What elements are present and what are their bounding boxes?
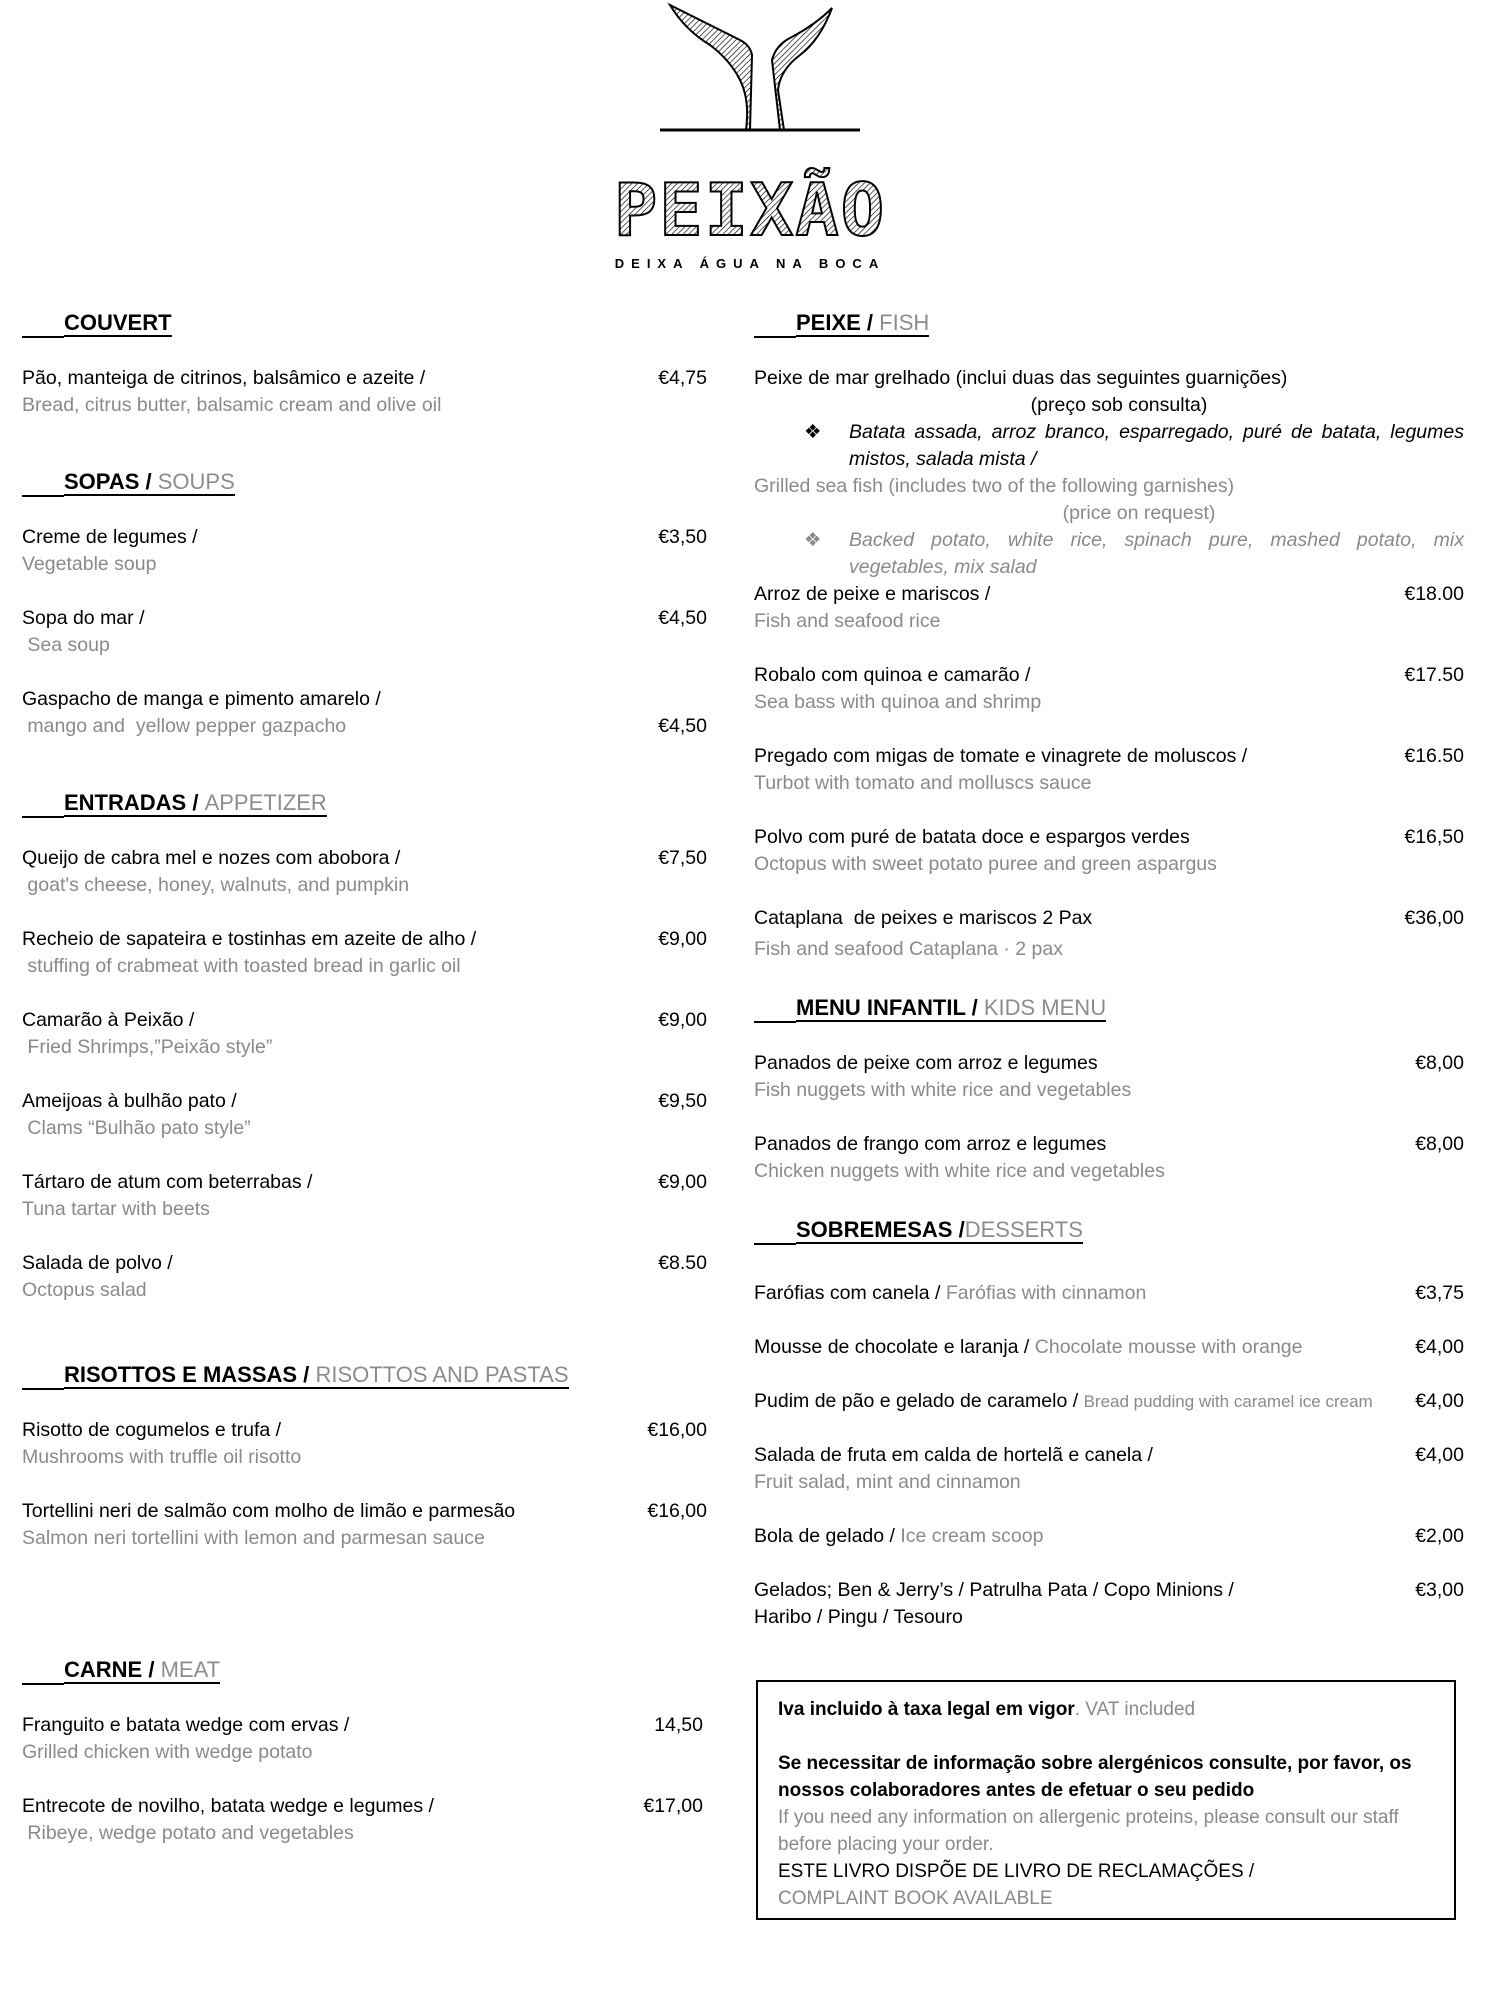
menu-item: Risotto de cogumelos e trufa / Mushrooms with truffle oil risotto €16,00 (22, 1419, 707, 1468)
menu-item: Bola de gelado / Ice cream scoop €2,00 (754, 1525, 1464, 1547)
section-title-peixe: PEIXE / FISH (754, 310, 1464, 340)
menu-item: Gaspacho de manga e pimento amarelo / mango and yellow pepper gazpacho €4,50 (22, 688, 707, 737)
menu-item: Creme de legumes / Vegetable soup €3,50 (22, 526, 707, 575)
menu-item: Camarão à Peixão / Fried Shrimps,”Peixão style” €9,00 (22, 1009, 707, 1058)
menu-item: Cataplana de peixes e mariscos 2 Pax Fish and seafood Cataplana · 2 pax €36,00 (754, 907, 1464, 960)
section-title-sopas: SOPAS / SOUPS (22, 469, 707, 499)
menu-item: Pregado com migas de tomate e vinagrete de moluscos / Turbot with tomato and molluscs sauce €16.50 (754, 745, 1464, 794)
menu-item: Arroz de peixe e mariscos / Fish and seafood rice €18.00 (754, 583, 1464, 632)
price: €4,75 (658, 367, 707, 389)
menu-item: Franguito e batata wedge com ervas / Grilled chicken with wedge potato 14,50 (22, 1714, 703, 1763)
section-title-carne: CARNE / MEAT (22, 1657, 707, 1687)
menu-item: Mousse de chocolate e laranja / Chocolate mousse with orange €4,00 (754, 1336, 1464, 1358)
section-title-risottos: RISOTTOS E MASSAS / RISOTTOS AND PASTAS (22, 1362, 707, 1392)
menu-item: Panados de frango com arroz e legumes Chicken nuggets with white rice and vegetables €8,00 (754, 1133, 1464, 1182)
menu-item: Recheio de sapateira e tostinhas em azeite de alho / stuffing of crabmeat with toasted bread in garlic oil €9,00 (22, 928, 707, 977)
grilled-fish-item: Peixe de mar grelhado (inclui duas das seguintes guarnições) (preço sob consulta) ❖ Batata assada, arroz branco, esparregado, puré de batata, legumes mistos, salada mista / Grilled sea fish (includes two of the following garnishes) (price on request) ❖ Backed potato, white rice, spinach pure, mashed potato, mix vegetables, mix salad (754, 367, 1464, 578)
menu-item: Ameijoas à bulhão pato / Clams “Bulhão pato style” €9,50 (22, 1090, 707, 1139)
menu-item: Queijo de cabra mel e nozes com abobora / goat's cheese, honey, walnuts, and pumpkin €7,50 (22, 847, 707, 896)
menu-left-column (22, 310, 707, 1847)
svg-text:PEIXÃO: PEIXÃO (613, 168, 887, 250)
legal-notice-box: Iva incluido à taxa legal em vigor. VAT included Se necessitar de informação sobre alergénicos consulte, por favor, os nossos colaboradores antes de efetuar o seu pedido If you need any information on allergenic proteins, please consult our staff before placing your order. ESTE LIVRO DISPÕE DE LIVRO DE RECLAMAÇÕES / COMPLAINT BOOK AVAILABLE (756, 1680, 1456, 1920)
diamond-bullet-icon: ❖ (804, 421, 822, 443)
menu-item: Tártaro de atum com beterrabas / Tuna tartar with beets €9,00 (22, 1171, 707, 1220)
menu-right-column (754, 310, 1464, 1631)
menu-item: Salada de polvo / Octopus salad €8.50 (22, 1252, 707, 1301)
menu-item: Salada de fruta em calda de hortelã e canela / Fruit salad, mint and cinnamon €4,00 (754, 1444, 1464, 1493)
diamond-bullet-icon: ❖ (804, 529, 822, 551)
section-title-sobremesas: SOBREMESAS /DESSERTS (754, 1217, 1464, 1247)
menu-item: Robalo com quinoa e camarão / Sea bass with quinoa and shrimp €17.50 (754, 664, 1464, 713)
section-title-entradas: ENTRADAS / APPETIZER (22, 790, 707, 820)
menu-item: Panados de peixe com arroz e legumes Fish nuggets with white rice and vegetables €8,00 (754, 1052, 1464, 1101)
menu-item: Entrecote de novilho, batata wedge e legumes / Ribeye, wedge potato and vegetables €17,00 (22, 1795, 703, 1844)
menu-item: Gelados; Ben & Jerry’s / Patrulha Pata / Copo Minions / Haribo / Pingu / Tesouro €3,00 (754, 1579, 1464, 1628)
peixao-logo (600, 0, 900, 280)
section-title-infantil: MENU INFANTIL / KIDS MENU (754, 995, 1464, 1025)
menu-item: Tortellini neri de salmão com molho de limão e parmesão Salmon neri tortellini with lemon and parmesan sauce €16,00 (22, 1500, 707, 1549)
menu-item: Pão, manteiga de citrinos, balsâmico e azeite / Bread, citrus butter, balsamic cream and olive oil €4,75 (22, 367, 707, 416)
menu-item: Pudim de pão e gelado de caramelo / Bread pudding with caramel ice cream €4,00 (754, 1390, 1464, 1412)
menu-item: Sopa do mar / Sea soup €4,50 (22, 607, 707, 656)
section-title-couvert: COUVERT (22, 310, 707, 340)
menu-item: Farófias com canela / Farófias with cinnamon €3,75 (754, 1282, 1464, 1304)
whale-tail-icon (670, 5, 832, 130)
brand-tagline: DEIXA ÁGUA NA BOCA (614, 256, 886, 271)
menu-item: Polvo com puré de batata doce e espargos verdes Octopus with sweet potato puree and green aspargus €16,50 (754, 826, 1464, 875)
